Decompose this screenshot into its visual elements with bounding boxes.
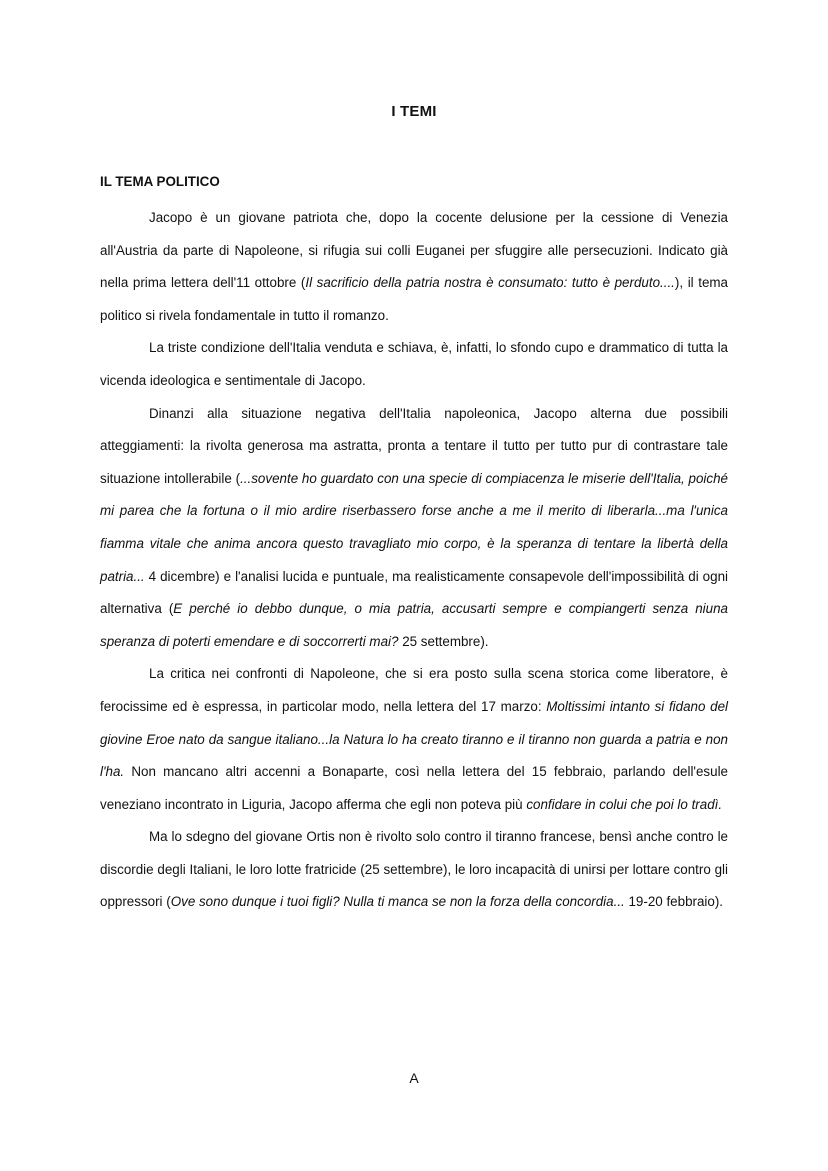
body-text [100,202,728,919]
paragraph-4 [100,658,728,821]
paragraph-2 [100,332,728,397]
text-run: La critica nei confronti di Napoleone, che si era posto sulla scena storica come liberatore, è ferocissime ed è espressa, in particolar modo, nella lettera del 17 marzo: [100,666,728,714]
text-run: 4 dicembre) e l'analisi lucida e puntuale, ma realisticamente consapevole dell'impossibilità di ogni alternativa ( [100,568,728,617]
italic-quote: E perché io debbo dunque, o mia patria, accusarti sempre e compiangerti senza niuna speranza di poterti emendare e di soccorrerti mai? [100,601,728,649]
text-run: Jacopo è un giovane patriota che, dopo la cocente delusione per la cessione di Venezia all'Austria da parte di Napoleone, si rifugia sui colli Euganei per sfuggire alle persecuzioni. Indicato già nella prima lettera dell'11 ottobre ( [100,210,728,291]
page-title: I TEMI [391,103,437,120]
text-run: Ma lo sdegno del giovane Ortis non è rivolto solo contro il tiranno francese, bensì anche contro le discordie degli Italiani, le loro lotte fratricide (25 settembre), le loro incapacità di unirsi per lottare contro gli oppressori ( [100,829,728,910]
italic-quote: confidare in colui che poi lo tradì. [526,796,723,812]
italic-quote: Moltissimi intanto si fidano del giovine Eroe nato da sangue italiano...la Natura lo ha creato tiranno e il tiranno non guarda a patria e non l'ha. [100,698,728,780]
text-run: ), il tema politico si rivela fondamentale in tutto il romanzo. [100,275,728,323]
text-run: Dinanzi alla situazione negativa dell'Italia napoleonica, Jacopo alterna due possibili atteggiamenti: la rivolta generosa ma astratta, pronta a tentare il tutto per tutto pur di contrastare tale situazione intollerabile ( [100,405,728,486]
italic-quote: Il sacrificio della patria nostra è consumato: tutto è perduto.... [305,275,675,291]
text-run: Non mancano altri accenni a Bonaparte, così nella lettera del 15 febbraio, parlando dell'esule veneziano incontrato in Liguria, Jacopo afferma che egli non poteva più [100,764,728,812]
section-heading: IL TEMA POLITICO [100,174,220,189]
page-number: A [409,1070,419,1086]
italic-quote: Ove sono dunque i tuoi figli? Nulla ti manca se non la forza della concordia... [170,894,625,910]
italic-quote: ...sovente ho guardato con una specie di compiacenza le miserie dell'Italia, poiché mi parea che la fortuna o il mio ardire riserbassero forse anche a me il merito di liberarla...ma l'unica fiamma vitale che anima ancora questo travagliato mio corpo, è la speranza di tentare la libertà della patria... [100,470,728,584]
text-run: 19-20 febbraio). [624,894,724,910]
paragraph-3 [100,398,728,659]
paragraph-1 [100,202,728,332]
text-run: 25 settembre). [398,633,489,649]
paragraph-5 [100,821,728,919]
text-run: La triste condizione dell'Italia venduta e schiava, è, infatti, lo sfondo cupo e drammatico di tutta la vicenda ideologica e sentimentale di Jacopo. [100,340,728,388]
